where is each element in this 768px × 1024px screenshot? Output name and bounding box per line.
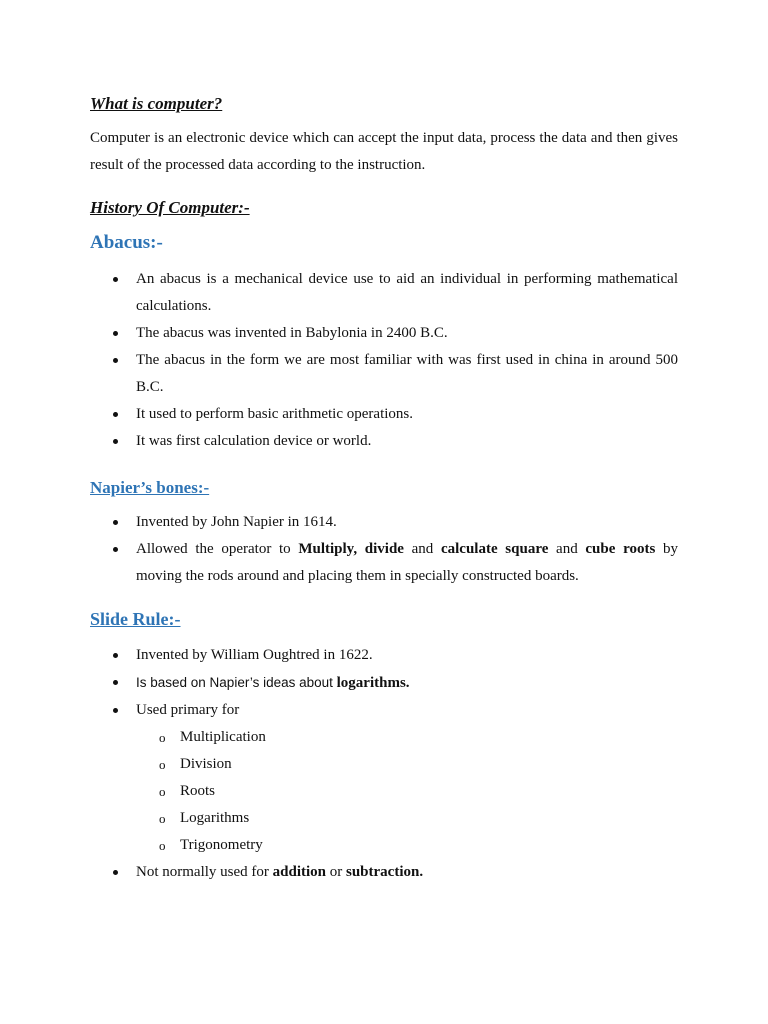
slide-rule-final-list <box>90 859 678 886</box>
list-item-text: An abacus is a mechanical device use to aid an individual in performing mathematical calculations. <box>136 271 678 314</box>
list-item <box>90 859 678 886</box>
bullet-icon <box>113 277 118 282</box>
list-item-text: It used to perform basic arithmetic operations. <box>136 406 413 422</box>
circle-bullet-icon: o <box>159 730 166 745</box>
list-item-text: Used primary for <box>136 702 240 718</box>
list-item <box>90 697 678 724</box>
list-item <box>90 509 678 536</box>
bullet-icon <box>113 547 118 552</box>
list-item-text: Is based on Napier’s ideas about logarithms. <box>136 675 410 691</box>
sub-list-item-text: Multiplication <box>180 729 266 745</box>
slide-rule-bullet-list <box>90 642 678 724</box>
heading-abacus: Abacus:- <box>90 232 163 253</box>
bullet-icon <box>113 708 118 713</box>
list-item <box>90 347 678 401</box>
heading-napiers-bones: Napier’s bones:- <box>90 478 210 497</box>
list-item-text: Invented by William Oughtred in 1622. <box>136 647 373 663</box>
slide-rule-sub-list <box>90 724 266 859</box>
sub-list-item <box>90 751 266 778</box>
circle-bullet-icon: o <box>159 838 166 853</box>
circle-bullet-icon: o <box>159 811 166 826</box>
list-item-text: Not normally used for addition or subtraction. <box>136 864 424 880</box>
list-item-text: The abacus was invented in Babylonia in 2400 B.C. <box>136 325 448 341</box>
bullet-icon <box>113 680 118 685</box>
circle-bullet-icon: o <box>159 757 166 772</box>
bullet-icon <box>113 439 118 444</box>
sub-list-item <box>90 805 266 832</box>
list-item <box>90 266 678 320</box>
sub-list-item-text: Trigonometry <box>180 837 263 853</box>
circle-bullet-icon: o <box>159 784 166 799</box>
list-item <box>90 401 678 428</box>
list-item-text: Allowed the operator to Multiply, divide and calculate square and cube roots by moving the rods around and placing them in specially constructed boards. <box>136 541 678 584</box>
heading-history: History Of Computer:- <box>90 198 250 217</box>
bullet-icon <box>113 358 118 363</box>
sub-list-item-text: Logarithms <box>180 810 250 826</box>
list-item <box>90 642 678 669</box>
list-item <box>90 428 678 455</box>
definition-paragraph: Computer is an electronic device which can accept the input data, process the data and then gives result of the processed data according to the instruction. <box>90 130 678 173</box>
sub-list-item <box>90 832 266 859</box>
sub-list-item <box>90 778 266 805</box>
bullet-icon <box>113 520 118 525</box>
list-item-text: It was first calculation device or world. <box>136 433 372 449</box>
list-item-text: Invented by John Napier in 1614. <box>136 514 337 530</box>
bullet-icon <box>113 412 118 417</box>
sub-list-item-text: Roots <box>180 783 216 799</box>
bullet-icon <box>113 870 118 875</box>
list-item <box>90 536 678 590</box>
bullet-icon <box>113 653 118 658</box>
sub-list-item-text: Division <box>180 756 232 772</box>
heading-what-is-computer: What is computer? <box>90 94 223 113</box>
napier-bullet-list <box>90 509 678 590</box>
sub-list-item <box>90 724 266 751</box>
list-item <box>90 669 678 697</box>
list-item-text: The abacus in the form we are most familiar with was first used in china in around 500 B.C. <box>136 352 678 395</box>
bullet-icon <box>113 331 118 336</box>
heading-slide-rule: Slide Rule:- <box>90 609 181 629</box>
abacus-bullet-list <box>90 266 678 455</box>
list-item <box>90 320 678 347</box>
